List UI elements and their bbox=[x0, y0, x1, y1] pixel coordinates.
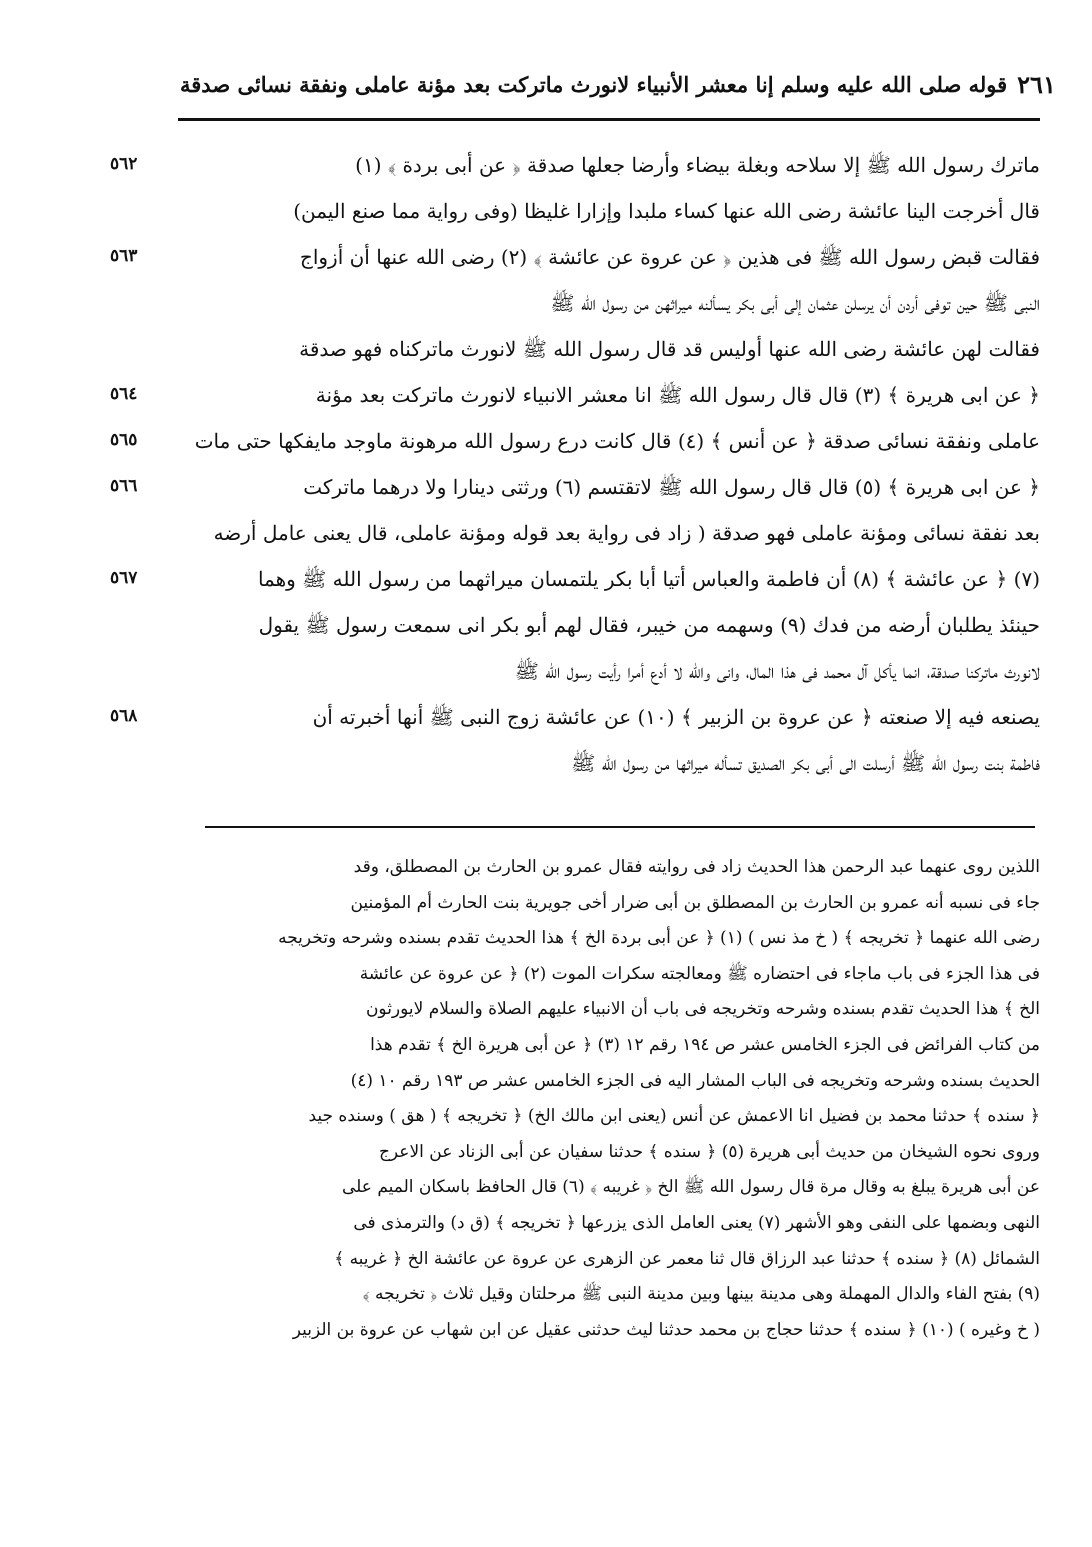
hadith-number: ٥٦٣ bbox=[110, 246, 138, 266]
footnote-line: اللذين روى عنهما عبد الرحمن هذا الحديث زاد فى روايته فقال عمرو بن الحارث بن المصطلق، وقد bbox=[353, 857, 1040, 877]
text-line: فقالت لهن عائشة رضى الله عنها أوليس قد قال رسول الله ﷺ لانورث ماتركناه فهو صدقة bbox=[299, 337, 1040, 361]
running-title: قوله صلى الله عليه وسلم إنا معشر الأنبياء لانورث ماتركت بعد مؤنة عاملى ونفقة نسائى صدقة bbox=[180, 71, 1008, 97]
footnote-line: ﴿ سنده ﴾ حدثنا محمد بن فضيل انا الاعمش عن أنس (يعنى ابن مالك الخ) ﴿ تخريجه ﴾ ( هق ) وسنده جيد bbox=[308, 1106, 1040, 1127]
text-line: النبى ﷺ حين توفى أردن أن يرسلن عثمان إلى أبى بكر يسألنه ميراثهن من رسول الله ﷺ bbox=[550, 291, 1040, 315]
hadith-text-block bbox=[180, 142, 1040, 786]
text-line: فقالت قبض رسول الله ﷺ فى هذين ﴿ عن عروة عن عائشة ﴾ (٢) رضى الله عنها أن أزواج bbox=[299, 245, 1040, 269]
text-line: حينئذ يطلبان أرضه من فدك (٩) وسهمه من خيبر، فقال لهم أبو بكر انى سمعت رسول ﷺ يقول bbox=[258, 613, 1040, 637]
text-line: عاملى ونفقة نسائى صدقة ﴿ عن أنس ﴾ (٤) قال كانت درع رسول الله مرهونة ماوجد مايفكها حتى مات bbox=[194, 429, 1040, 453]
hadith-number: ٥٦٦ bbox=[110, 476, 138, 496]
footnote-line: النهى وبضمها على النفى وهو الأشهر (٧) يعنى العامل الذى يزرعها ﴿ تخريجه ﴾ (ق د) والترمذى فى bbox=[353, 1212, 1040, 1233]
footnote-line: الخ ﴾ هذا الحديث تقدم بسنده وشرحه وتخريجه فى باب أن الانبياء عليهم الصلاة والسلام لايورثون bbox=[365, 999, 1040, 1020]
text-line: ﴿ عن ابى هريرة ﴾ (٥) قال قال رسول الله ﷺ لاتقتسم (٦) ورثتى دينارا ولا درهما ماتركت bbox=[303, 475, 1040, 499]
text-line: قال أخرجت الينا عائشة رضى الله عنها كساء ملبدا وإزارا غليظا (وفى رواية مما صنع اليمن) bbox=[293, 199, 1040, 223]
footnote-line: فى هذا الجزء فى باب ماجاء فى احتضاره ﷺ ومعالجته سكرات الموت (٢) ﴿ عن عروة عن عائشة bbox=[359, 963, 1040, 984]
footnote-line: الحديث بسنده وشرحه وتخريجه فى الباب المشار اليه فى الجزء الخامس عشر ص ١٩٣ رقم ١٠ (٤) bbox=[350, 1070, 1040, 1091]
footnote-line: ( خ وغيره ) (١٠) ﴿ سنده ﴾ حدثنا حجاج بن محمد حدثنا ليث حدثنى عقيل عن ابن شهاب عن عروة بن الزبير bbox=[292, 1319, 1040, 1340]
text-line: ﴿ عن ابى هريرة ﴾ (٣) قال قال رسول الله ﷺ انا معشر الانبياء لانورث ماتركت بعد مؤنة bbox=[315, 383, 1040, 407]
footnote-divider bbox=[205, 826, 1035, 828]
footnotes-block bbox=[180, 850, 1040, 1348]
hadith-number: ٥٦٤ bbox=[110, 384, 138, 404]
text-line: لانورث ماتركنا صدقة، انما يأكل آل محمد فى هذا المال، وانى والله لا أدع أمرا رأيت رسول الله ﷺ bbox=[514, 659, 1040, 683]
page-number: ٢٦١ bbox=[1017, 69, 1056, 99]
footnote-line: رضى الله عنهما ﴿ تخريجه ﴾ ( خ مذ نس ) (١) ﴿ عن أبى بردة الخ ﴾ هذا الحديث تقدم بسنده وشرحه وتخريجه bbox=[278, 928, 1040, 949]
header-divider bbox=[178, 118, 1040, 121]
text-line: يصنعه فيه إلا صنعته ﴿ عن عروة بن الزبير ﴾ (١٠) عن عائشة زوج النبى ﷺ أنها أخبرته أن bbox=[312, 705, 1040, 729]
footnote-line: الشمائل (٨) ﴿ سنده ﴾ حدثنا عبد الرزاق قال ثنا معمر عن الزهرى عن عروة عن عائشة الخ ﴿ غريبه ﴾ bbox=[334, 1248, 1040, 1269]
hadith-number: ٥٦٧ bbox=[110, 568, 138, 588]
text-line: (٧) ﴿ عن عائشة ﴾ (٨) أن فاطمة والعباس أتيا أبا بكر يلتمسان ميراثهما من رسول الله ﷺ وهما bbox=[257, 567, 1040, 591]
page-header bbox=[180, 62, 1056, 106]
text-line: بعد نفقة نسائى ومؤنة عاملى فهو صدقة ( زاد فى رواية بعد قوله ومؤنة عاملى، قال يعنى عامل أرضه bbox=[213, 521, 1040, 545]
footnote-line: وروى نحوه الشيخان من حديث أبى هريرة (٥) ﴿ سنده ﴾ حدثنا سفيان عن أبى الزناد عن الاعرج bbox=[378, 1141, 1040, 1162]
footnote-line: عن أبى هريرة يبلغ به وقال مرة قال رسول الله ﷺ الخ ﴿ غريبه ﴾ (٦) قال الحافظ باسكان الميم على bbox=[341, 1177, 1040, 1198]
hadith-number: ٥٦٥ bbox=[110, 430, 138, 450]
footnote-line: جاء فى نسبه أنه عمرو بن الحارث بن المصطلق بن أبى ضرار أخى جويرية بنت الحارث أم المؤمنين bbox=[350, 892, 1040, 913]
footnote-line: من كتاب الفرائض فى الجزء الخامس عشر ص ١٩٤ رقم ١٢ (٣) ﴿ عن أبى هريرة الخ ﴾ تقدم هذا bbox=[370, 1034, 1040, 1055]
footnote-line: (٩) بفتح الفاء والدال المهملة وهى مدينة بينها وبين مدينة النبى ﷺ مرحلتان وقيل ثلاث ﴿ تخريجه ﴾ bbox=[362, 1284, 1040, 1305]
text-line: فاطمة بنت رسول الله ﷺ أرسلت الى أبى بكر الصديق تسأله ميراثها من رسول الله ﷺ bbox=[571, 751, 1040, 775]
hadith-number: ٥٦٢ bbox=[110, 154, 138, 174]
text-line: ماترك رسول الله ﷺ إلا سلاحه وبغلة بيضاء وأرضا جعلها صدقة ﴿ عن أبى بردة ﴾ (١) bbox=[355, 153, 1040, 177]
hadith-number: ٥٦٨ bbox=[110, 706, 138, 726]
